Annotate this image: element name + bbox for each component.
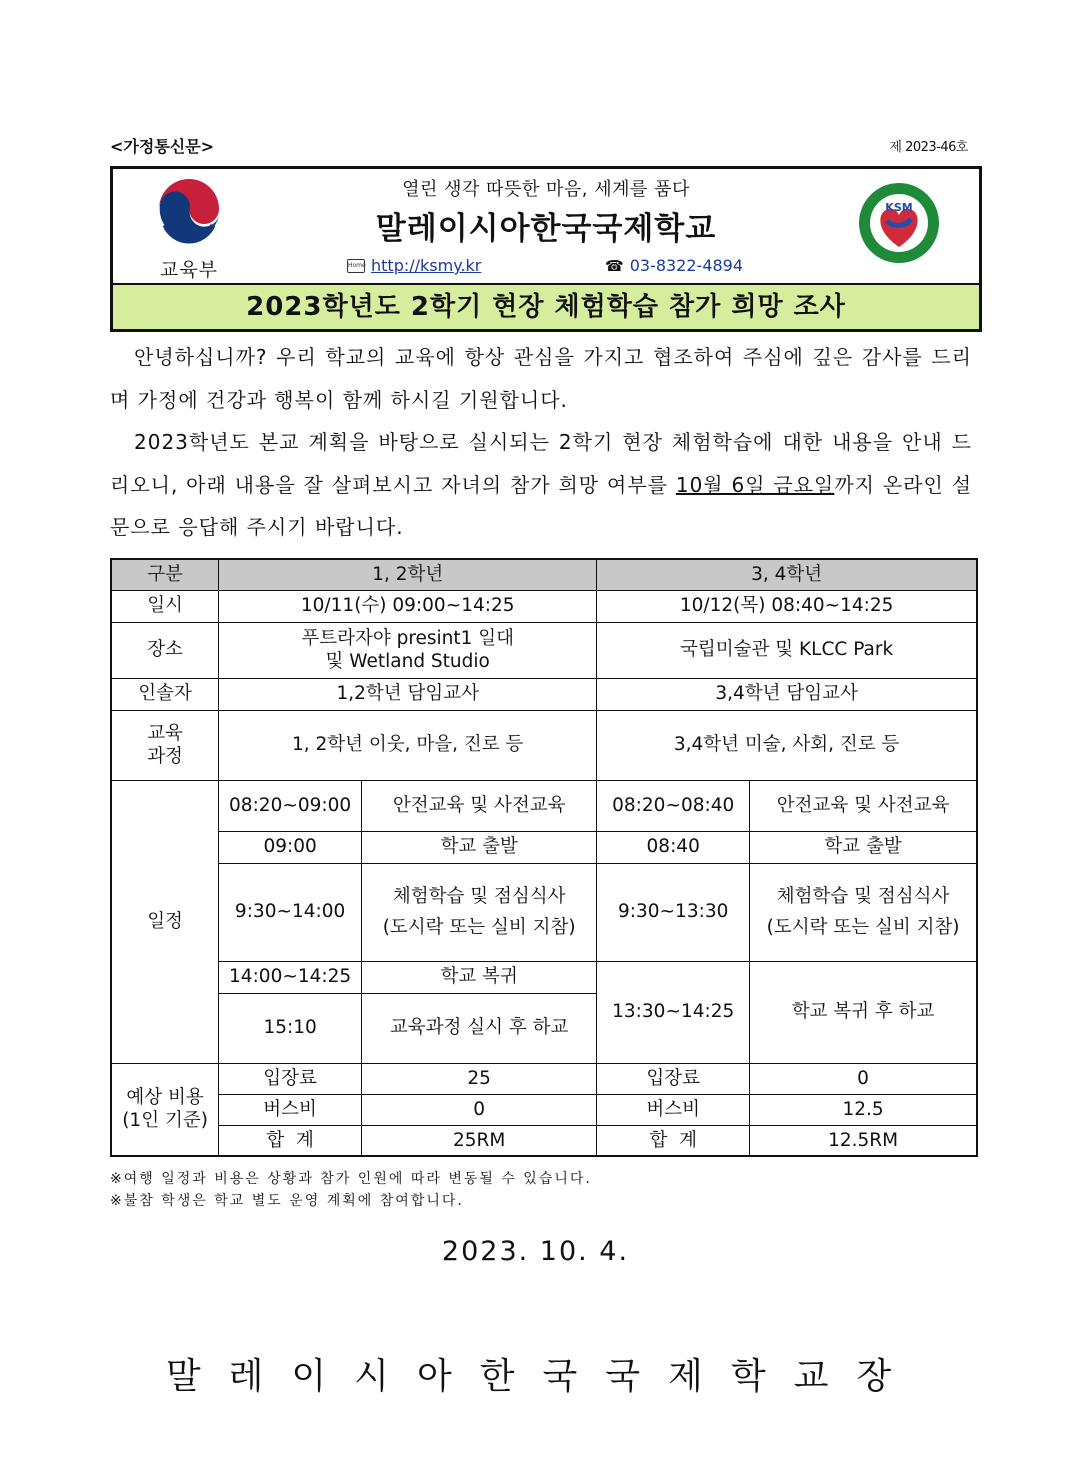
cost-total-item: 합 계 [219,1125,362,1156]
principal-signature: 말레이시아한국국제학교장 [165,1356,920,1397]
schedule-table [110,558,978,1157]
schedule-time: 15:10 [219,993,362,1063]
schedule-activity-line1: 체험학습 및 점심식사 [776,885,950,907]
leader-label: 인솔자 [111,678,219,710]
guide-end-text: 까지 온라인 설문으로 응답해 주시기 바랍니다. [110,472,973,539]
top-row [110,134,970,156]
schedule-time: 08:20~08:40 [597,780,750,831]
schedule-time: 9:30~14:00 [219,863,362,961]
notice-title: 2023학년도 2학기 현장 체험학습 참가 희망 조사 [113,285,979,329]
place-grade-1-2-line2: 및 Wetland Studio [325,651,490,672]
schedule-activity-line2: (도시락 또는 실비 지참) [382,917,576,938]
curriculum-label [111,710,219,780]
cost-total-value: 12.5RM [750,1125,977,1156]
table-row [111,831,977,863]
place-grade-1-2 [219,622,597,678]
website-line [347,255,481,275]
ministry-label: 교육부 [159,259,219,281]
header-grade-3-4: 3, 4학년 [597,559,977,590]
schedule-activity: 학교 복귀 후 하교 [750,961,977,1063]
school-name: 말레이시아한국국제학교 [375,211,717,247]
schedule-activity-line1: 체험학습 및 점심식사 [392,885,566,907]
schedule-activity: 안전교육 및 사전교육 [362,780,597,831]
cost-value: 25 [362,1063,597,1094]
schedule-time: 08:40 [597,831,750,863]
guide-paragraph [110,421,972,549]
cost-total-item: 합 계 [597,1125,750,1156]
schedule-activity [750,863,977,961]
document-type: <가정통신문> [110,137,215,156]
schedule-label: 일정 [111,780,219,1063]
curriculum-label-line2: 과정 [147,746,183,767]
greeting-paragraph [110,336,972,421]
curriculum-label-line1: 교육 [147,722,183,744]
school-logo-text: KSM [885,201,913,214]
date-grade-1-2: 10/11(수) 09:00~14:25 [219,590,597,622]
schedule-activity-line2: (도시락 또는 실비 지참) [766,917,960,938]
table-row [111,678,977,710]
note-item: ※불참 학생은 학교 별도 운영 계획에 참여합니다. [110,1193,464,1209]
leader-grade-3-4: 3,4학년 담임교사 [597,678,977,710]
schedule-time: 08:20~09:00 [219,780,362,831]
schedule-activity: 학교 출발 [362,831,597,863]
note-item: ※여행 일정과 비용은 상황과 참가 인원에 따라 변동될 수 있습니다. [110,1171,592,1187]
notice-body [110,336,972,549]
table-row [111,1094,977,1125]
cost-value: 0 [750,1063,977,1094]
table-row [111,1125,977,1156]
deadline-text: 10월 6일 금요일 [675,472,835,497]
header-category: 구분 [111,559,219,590]
table-row [111,1063,977,1094]
issue-date: 2023. 10. 4. [441,1236,630,1267]
table-row [111,710,977,780]
cost-label [111,1063,219,1156]
phone-line [605,255,743,275]
masthead-top [113,169,979,285]
place-grade-1-2-line1: 푸트라자야 presint1 일대 [301,627,515,649]
schedule-activity: 학교 복귀 [362,961,597,993]
document-number: 제 2023-46호 [889,140,968,155]
masthead [110,166,982,332]
cost-label-line2: (1인 기준) [122,1110,208,1132]
leader-grade-1-2: 1,2학년 담임교사 [219,678,597,710]
school-logo-icon [857,181,941,265]
date-label: 일시 [111,590,219,622]
table-row [111,961,977,993]
cost-item: 버스비 [219,1094,362,1125]
school-slogan: 열린 생각 따뜻한 마음, 세계를 품다 [402,179,690,200]
schedule-activity: 안전교육 및 사전교육 [750,780,977,831]
guide-text: 2023학년도 본교 계획을 바탕으로 실시되는 2학기 현장 체험학습에 대한 내용을 안내 드리오니, 아래 내용을 잘 살펴보시고 자녀의 참가 희망 여부를 [110,430,972,497]
schedule-time: 9:30~13:30 [597,863,750,961]
table-row [111,622,977,678]
table-header-row [111,559,977,590]
place-label: 장소 [111,622,219,678]
cost-item: 입장료 [219,1063,362,1094]
header-grade-1-2: 1, 2학년 [219,559,597,590]
cost-value: 12.5 [750,1094,977,1125]
phone-icon: ☎ [605,256,624,275]
place-grade-3-4: 국립미술관 및 KLCC Park [597,622,977,678]
cost-item: 입장료 [597,1063,750,1094]
greeting-text: 안녕하십니까? 우리 학교의 교육에 항상 관심을 가지고 협조하여 주심에 깊은 감사를 드리며 가정에 건강과 행복이 함께 하시길 기원합니다. [110,345,972,412]
schedule-time: 14:00~14:25 [219,961,362,993]
curriculum-grade-3-4: 3,4학년 미술, 사회, 진로 등 [597,710,977,780]
cost-label-line1: 예상 비용 [126,1087,204,1109]
schedule-activity [362,863,597,961]
cost-total-value: 25RM [362,1125,597,1156]
date-grade-3-4: 10/12(목) 08:40~14:25 [597,590,977,622]
schedule-activity: 교육과정 실시 후 하교 [362,993,597,1063]
website-link[interactable]: http://ksmy.kr [371,256,482,275]
phone-number: 03-8322-4894 [629,256,744,275]
curriculum-grade-1-2: 1, 2학년 이웃, 마을, 진로 등 [219,710,597,780]
schedule-time: 09:00 [219,831,362,863]
table-row [111,863,977,961]
table-row [111,590,977,622]
table-row [111,780,977,831]
schedule-activity: 학교 출발 [750,831,977,863]
schedule-time: 13:30~14:25 [597,961,750,1063]
cost-item: 버스비 [597,1094,750,1125]
home-icon: Home [347,259,365,273]
notes [110,1168,592,1212]
cost-value: 0 [362,1094,597,1125]
